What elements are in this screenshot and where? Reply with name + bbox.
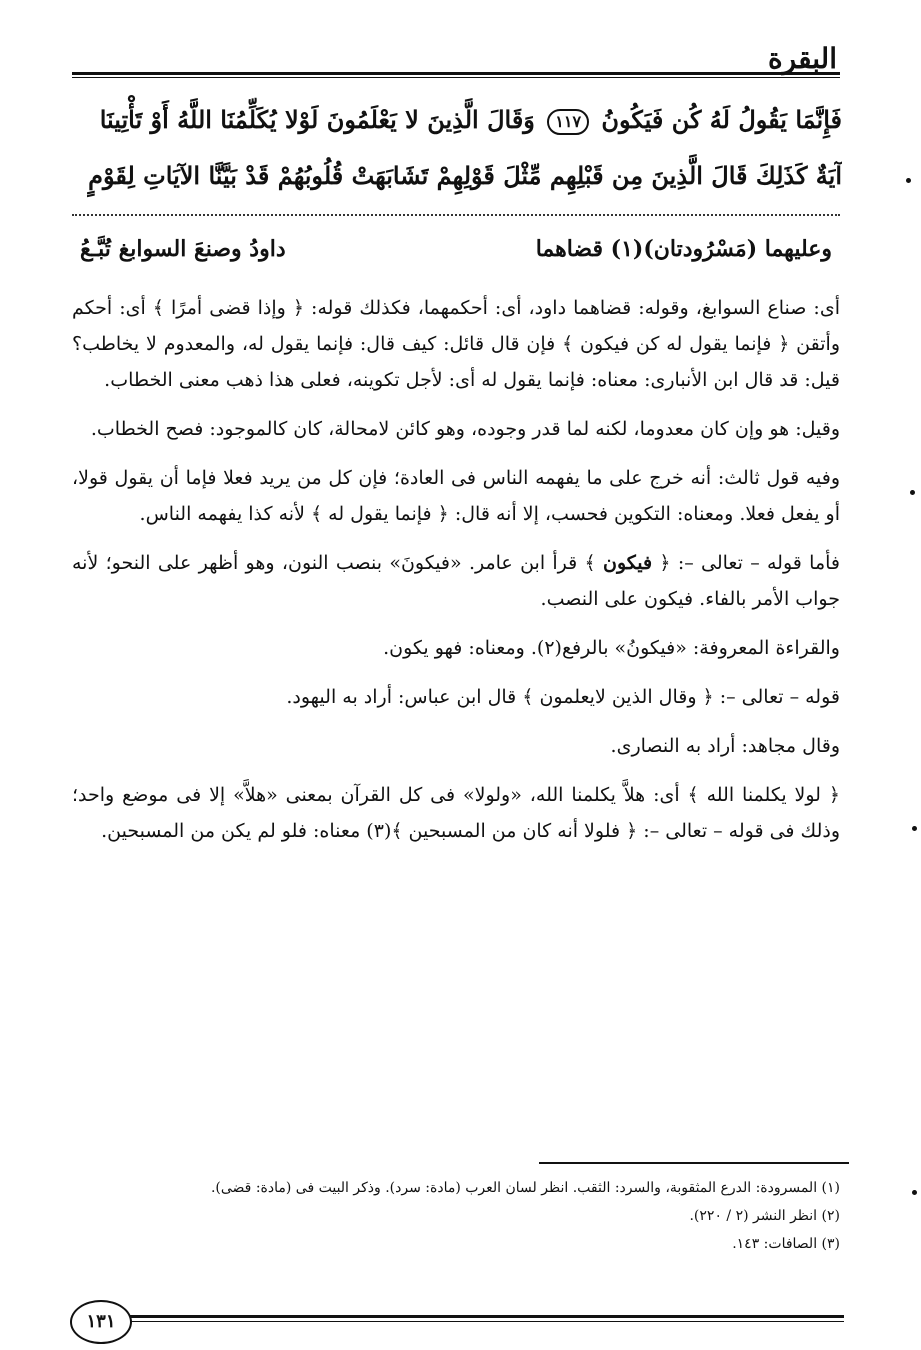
dotted-separator	[72, 214, 840, 216]
quran-line-1-part-1: فَإِنَّمَا يَقُولُ لَهُ كُن فَيَكُونُ	[601, 105, 842, 134]
paragraph-3: وفيه قول ثالث: أنه خرج على ما يفهمه الناس فى العادة؛ فإن كل من يريد فعلا فإما أن يقول قولا، أو يفعل فعلا. ومعناه: التكوين فحسب، إلا أنه قال: ﴿ فإنما يقول له ﴾ لأنه كذا يفهمه الناس.	[72, 467, 840, 525]
footnotes	[72, 1174, 840, 1258]
poetry-hemistich-first: وعليهما (مَسْرُودتان)(١) قضاهما	[535, 236, 832, 262]
page-footer	[70, 1300, 850, 1340]
paragraph-4-bold-word: فيكون	[603, 552, 653, 574]
footnote-2: (٢) انظر النشر (٢ / ٢٢٠).	[689, 1208, 840, 1224]
ayah-number-marker: ١١٧	[547, 109, 589, 135]
paragraph-6: قوله – تعالى –: ﴿ وقال الذين لايعلمون ﴾ قال ابن عباس: أراد به اليهود.	[286, 686, 840, 708]
surah-title: البقرة	[767, 42, 837, 75]
quran-line-1	[70, 92, 842, 148]
paragraph-4-start: فأما قوله – تعالى –: ﴿	[652, 552, 841, 574]
margin-dot	[910, 490, 915, 495]
header-rule	[72, 72, 840, 78]
paragraph-4	[72, 545, 840, 617]
paragraph-5: والقراءة المعروفة: «فيكونُ» بالرفع(٢). ومعناه: فهو يكون.	[383, 637, 840, 659]
paragraph-2: وقيل: هو وإن كان معدوما، لكنه لما قدر وجوده، وهو كائن لامحالة، كان كالموجود: فصح الخطاب.	[90, 418, 840, 440]
paragraph-7: وقال مجاهد: أراد به النصارى.	[610, 735, 840, 757]
commentary-body	[72, 290, 840, 862]
footnote-3: (٣) الصافات: ١٤٣.	[732, 1236, 840, 1252]
quran-line-1-part-2: وَقَالَ الَّذِينَ لا يَعْلَمُونَ لَوْلا يُكَلِّمُنَا اللَّهُ أَوْ تَأْتِينَا	[99, 105, 535, 134]
poetry-verse	[72, 236, 840, 272]
margin-dot	[912, 1190, 917, 1195]
margin-dot	[906, 178, 911, 183]
paragraph-4-rest: ﴾ قرأ ابن عامر. «فيكونَ» بنصب النون، وهو أظهر على النحو؛ لأنه جواب الأمر بالفاء. فيكون على النصب.	[72, 552, 840, 610]
page-number: ١٣١	[70, 1300, 132, 1344]
quran-line-2: آيَةٌ كَذَلِكَ قَالَ الَّذِينَ مِن قَبْلِهِم مِّثْلَ قَوْلِهِمْ تَشَابَهَتْ قُلُوبُهُمْ قَدْ بَيَّنَّا الآيَاتِ لِقَوْمٍ	[88, 161, 842, 190]
paragraph-1: أى: صناع السوابغ، وقوله: قضاهما داود، أى: أحكمهما، فكذلك قوله: ﴿ وإذا قضى أمرًا ﴾ أى: أحكم وأتقن ﴿ فإنما يقول له كن فيكون ﴾ فإن قال قائل: كيف قال: فإنما يقول له، والمعدوم لا يخاطب؟ قيل: قد قال ابن الأنبارى: معناه: فإنما يقول له أى: لأجل تكوينه، فعلى هذا ذهب معنى الخطاب.	[72, 297, 840, 391]
quran-verse-block	[70, 92, 842, 204]
poetry-hemistich-second: داودُ وصنعَ السوابغ تُبَّـعُ	[80, 236, 286, 262]
footnote-1: (١) المسرودة: الدرع المثقوبة، والسرد: الثقب. انظر لسان العرب (مادة: سرد). وذكر البيت فى (مادة: قضى).	[210, 1180, 840, 1196]
footnote-separator	[539, 1162, 849, 1164]
paragraph-8: ﴿ لولا يكلمنا الله ﴾ أى: هلاَّ يكلمنا الله، «ولولا» فى كل القرآن بمعنى «هلاَّ» إلا فى موضع واحد؛ وذلك فى قوله – تعالى –: ﴿ فلولا أنه كان من المسبحين ﴾(٣) معناه: فلو لم يكن من المسبحين.	[72, 784, 840, 842]
margin-dot	[912, 826, 917, 831]
footer-rule	[128, 1315, 844, 1322]
